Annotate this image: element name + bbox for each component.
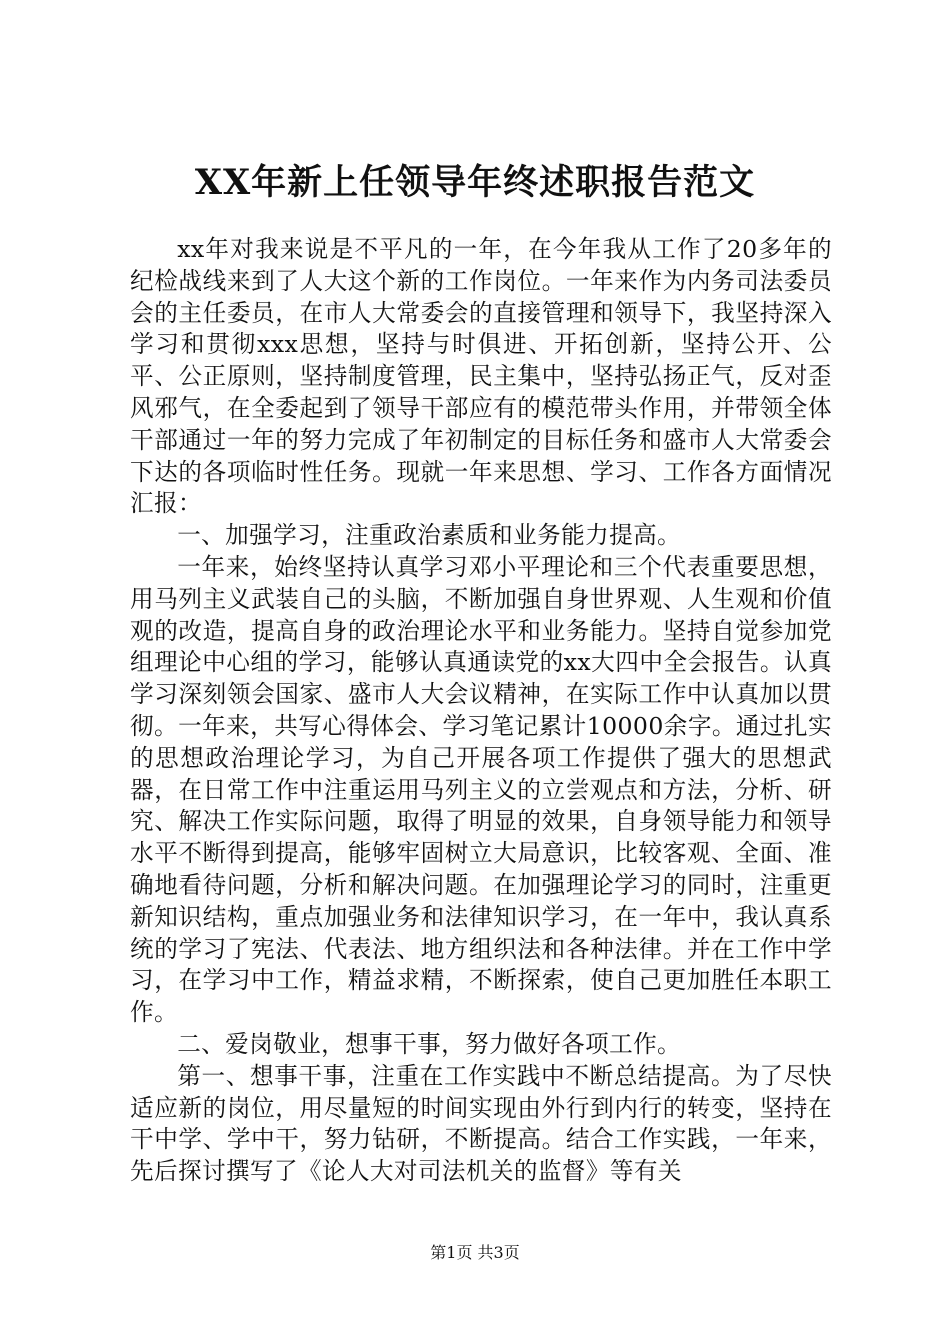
paragraph-intro: xx年对我来说是不平凡的一年，在今年我从工作了20多年的纪检战线来到了人大这个新的工作岗位。一年来作为内务司法委员会的主任委员，在市人大常委会的直接管理和领导下，我坚持深入学习和贯彻xxx思想，坚持与时俱进、开拓创新，坚持公开、公平、公正原则，坚持制度管理，民主集中，坚持弘扬正气，反对歪风邪气，在全委起到了领导干部应有的模范带头作用，并带领全体干部通过一年的努力完成了年初制定的目标任务和盛市人大常委会下达的各项临时性任务。现就一年来思想、学习、工作各方面情况汇报： bbox=[130, 235, 832, 518]
page-number: 第1页 共3页 bbox=[430, 1243, 520, 1262]
paragraph-study: 一年来，始终坚持认真学习邓小平理论和三个代表重要思想，用马列主义武装自己的头脑，不断加强自身世界观、人生观和价值观的改造，提高自身的政治理论水平和业务能力。坚持自觉参加党组理论中心组的学习，能够认真通读党的xx大四中全会报告。认真学习深刻领会国家、盛市人大会议精神，在实际工作中认真加以贯彻。一年来，共写心得体会、学习笔记累计10000余字。通过扎实的思想政治理论学习，为自己开展各项工作提供了强大的思想武器，在日常工作中注重运用马列主义的立尝观点和方法，分析、研究、解决工作实际问题，取得了明显的效果，自身领导能力和领导水平不断得到提高，能够牢固树立大局意识，比较客观、全面、准确地看待问题，分析和解决问题。在加强理论学习的同时，注重更新知识结构，重点加强业务和法律知识学习，在一年中，我认真系统的学习了宪法、代表法、地方组织法和各种法律。并在工作中学习，在学习中工作，精益求精，不断探索，使自己更加胜任本职工作。 bbox=[130, 552, 832, 1027]
section-heading-1: 一、加强学习，注重政治素质和业务能力提高。 bbox=[177, 521, 682, 550]
document-title: XX年新上任领导年终述职报告范文 bbox=[194, 162, 756, 203]
paragraph-work: 第一、想事干事，注重在工作实践中不断总结提高。为了尽快适应新的岗位，用尽量短的时间实现由外行到内行的转变，坚持在干中学、学中干，努力钻研，不断提高。结合工作实践，一年来，先后探讨撰写了《论人大对司法机关的监督》等有关 bbox=[130, 1061, 832, 1186]
document-body bbox=[130, 234, 832, 1188]
section-heading-2: 二、爱岗敬业，想事干事，努力做好各项工作。 bbox=[177, 1029, 682, 1058]
